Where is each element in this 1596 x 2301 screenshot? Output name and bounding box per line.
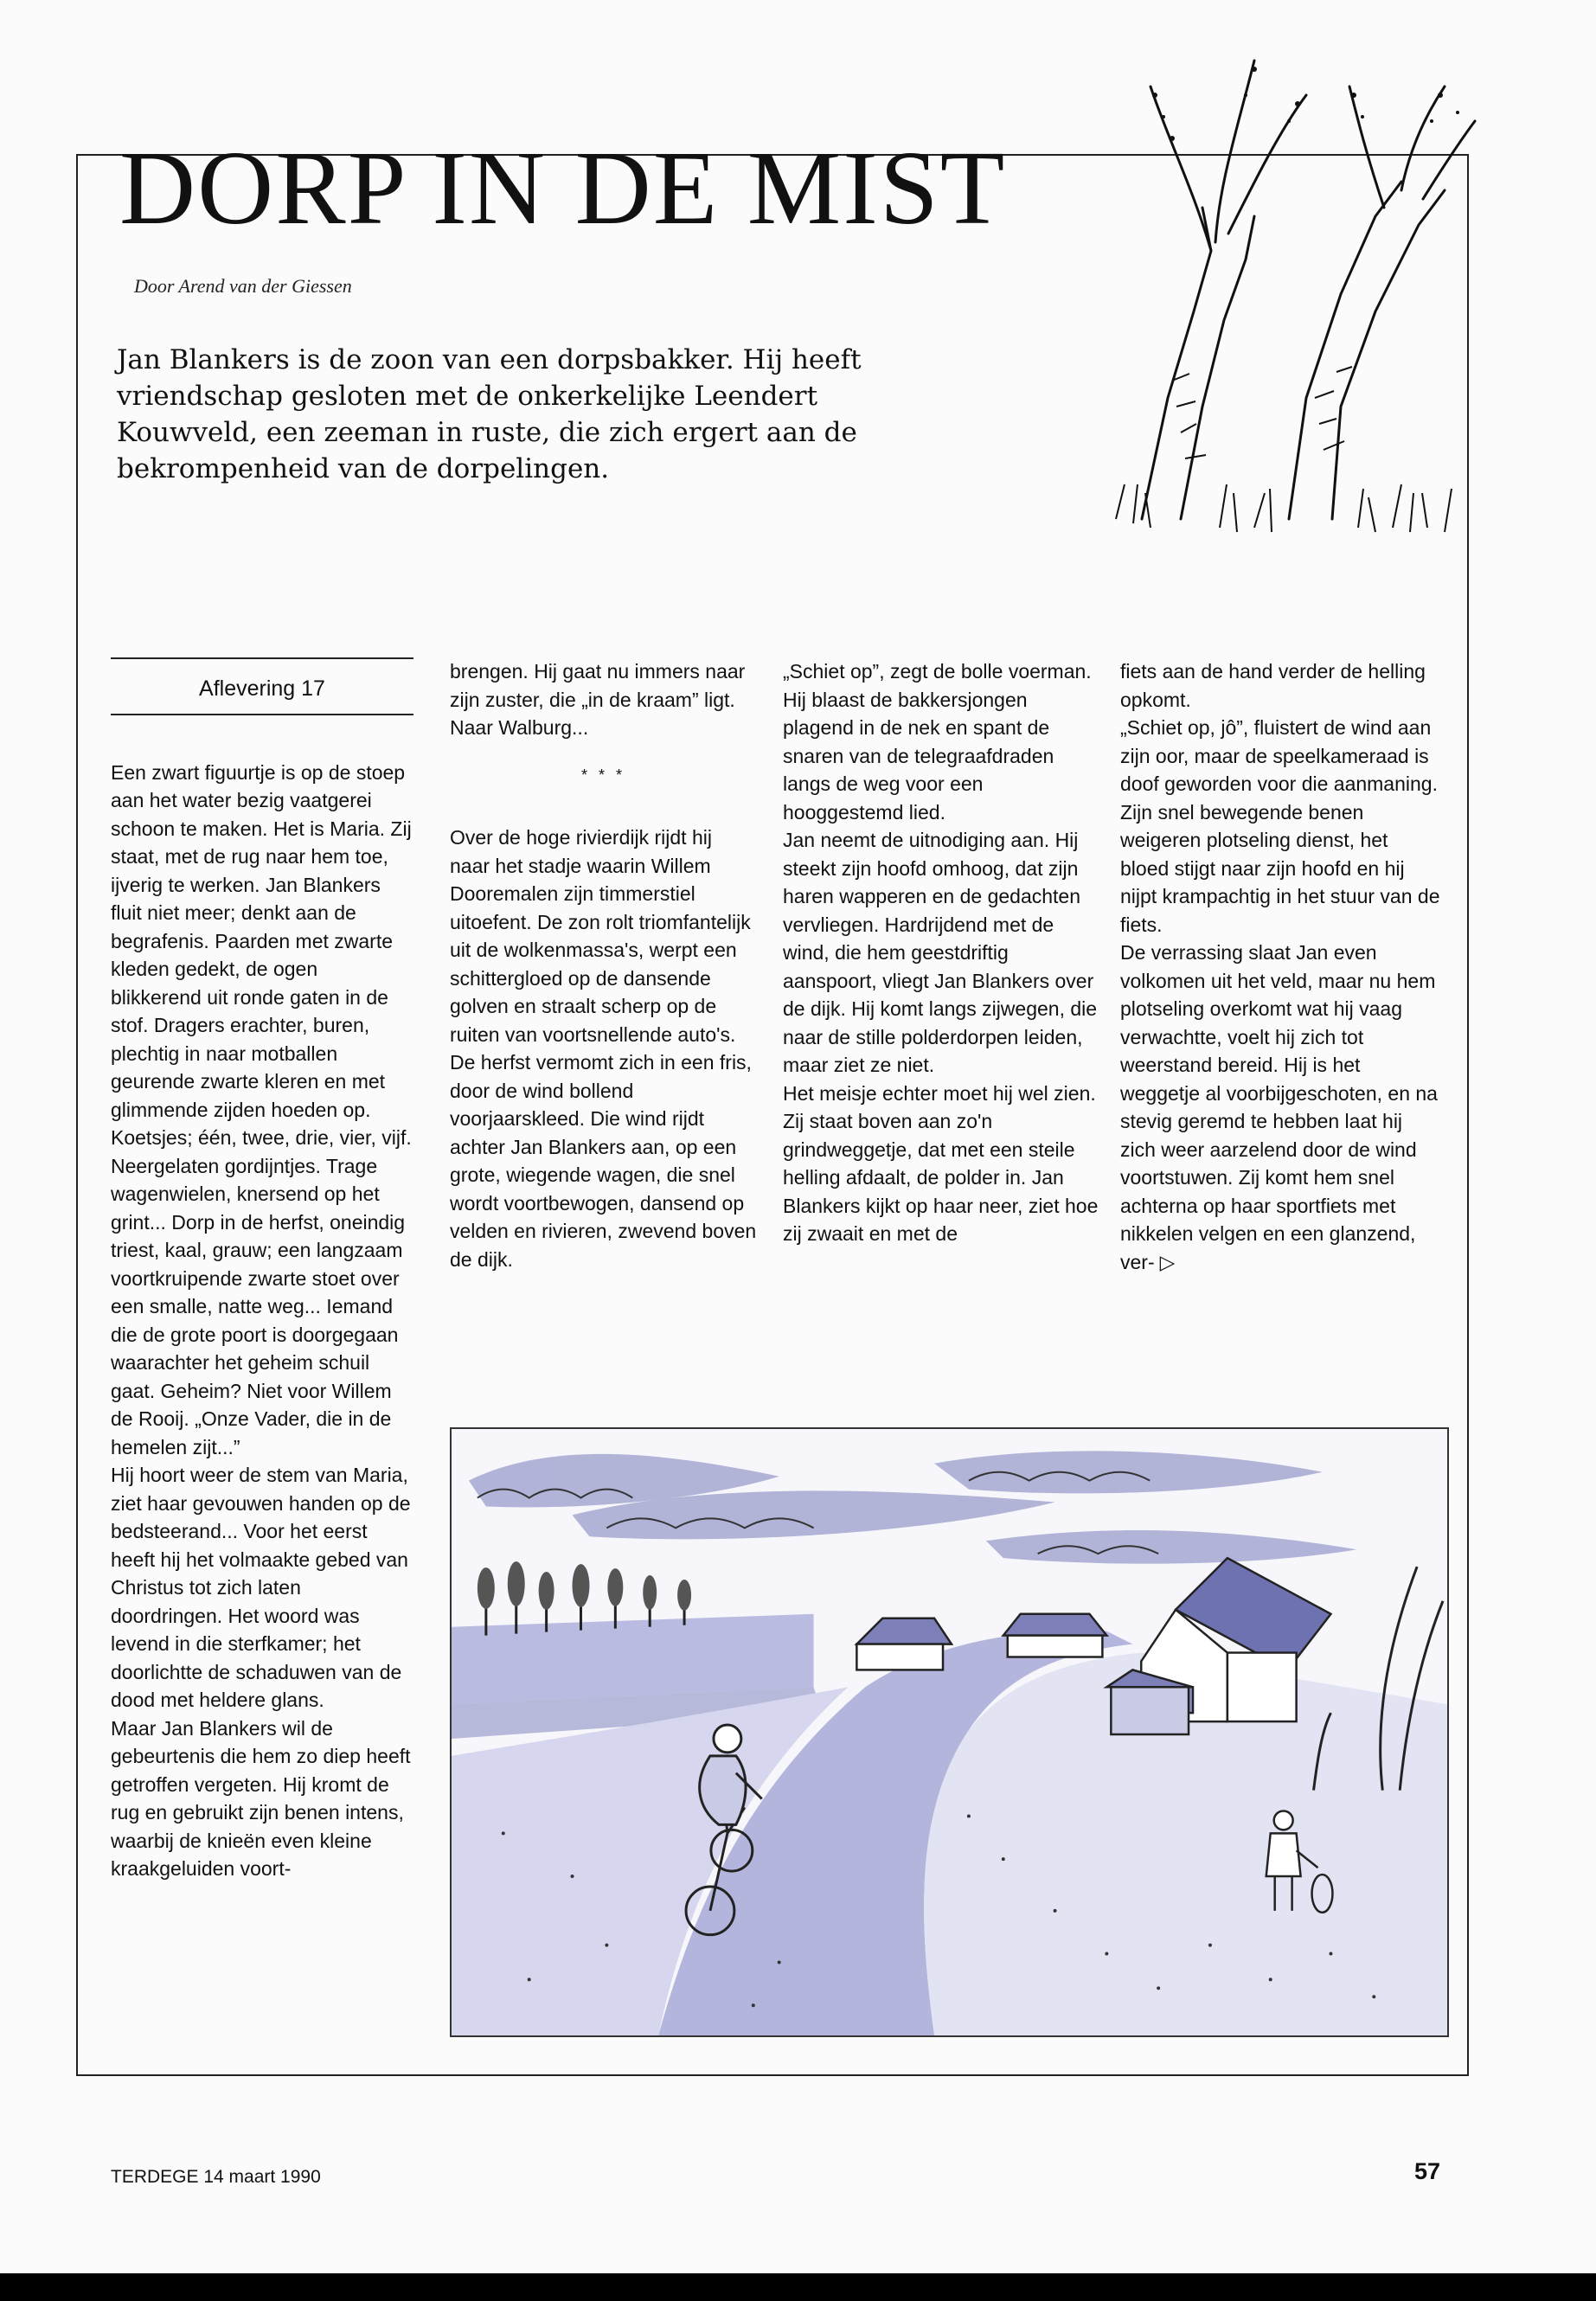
article-title: DORP IN DE MIST bbox=[119, 130, 1007, 247]
paragraph bbox=[1120, 939, 1440, 1276]
article-byline: Door Arend van der Giessen bbox=[134, 275, 352, 297]
article-intro: Jan Blankers is de zoon van een dorpsbakker. Hij heeft vriendschap gesloten met de onkerkelijke Leendert Kouwveld, een zeeman in ruste, die zich ergert aan de bekrompenheid van de dorpelingen. bbox=[117, 344, 862, 484]
paragraph: Jan neemt de uitnodiging aan. Hij steekt zijn hoofd omhoog, dat zijn haren wapperen en de gedachten vervliegen. Hardrijdend met de wind, die hem geestdriftig aanspoort, vliegt Jan Blankers over de dijk. Hij komt langs zijwegen, die naar de stille polderdorpen leiden, maar ziet ze niet. bbox=[783, 829, 1098, 1076]
publication-footer: TERDEGE 14 maart 1990 bbox=[111, 2167, 321, 2187]
text-column-2 bbox=[450, 657, 757, 1273]
paragraph: brengen. Hij gaat nu immers naar zijn zuster, die „in de kraam” ligt. Naar Walburg... bbox=[450, 660, 746, 739]
continue-arrow-icon: ▷ bbox=[1159, 1250, 1176, 1273]
willow-trees-illustration bbox=[995, 35, 1479, 554]
paragraph: Over de hoge rivierdijk rijdt hij naar het stadje waarin Willem Dooremalen zijn timmerstiel uitoefent. De zon rolt triomfantelijk uit de wolkenmassa's, werpt een schittergloed op de dansende golven en straalt scherp op de ruiten van voortsnellende auto's. De herfst vermomt zich in een fris, door de wind bollend voorjaarskleed. Die wind rijdt achter Jan Blankers aan, op een grote, wiegende wagen, die snel wordt voortbewogen, dansend op velden en rivieren, zwevend boven de dijk. bbox=[450, 826, 757, 1271]
paragraph: Koetsjes; één, twee, drie, vier, vijf. Neergelaten gordijntjes. Trage wagenwielen, knersend op het grint... Dorp in de herfst, oneindig triest, kaal, grauw; een langzaam voortkruipende zwarte stoet over een smalle, natte weg... Iemand die de grote poort is doorgegaan waarachter het geheim schuil gaat. Geheim? Niet voor Willem de Rooij. „Onze Vader, die in de hemelen zijt...” bbox=[111, 1126, 412, 1458]
section-break: * * * bbox=[580, 766, 626, 784]
paragraph: Hij hoort weer de stem van Maria, ziet haar gevouwen handen op de bedsteerand... Voor het eerst heeft hij het volmaakte gebed van Christus tot zich laten doordringen. Het woord was levend in die sterfkamer; het doorlichtte de schaduwen van de dood met heldere glans. bbox=[111, 1464, 411, 1711]
paragraph: Het meisje echter moet hij wel zien. Zij staat boven aan zo'n grindweggetje, dat met een steile helling afdaalt, de polder in. Jan Blankers kijkt op haar neer, ziet hoe zij zwaait en met de bbox=[783, 1081, 1099, 1245]
paragraph: „Schiet op, jô”, fluistert de wind aan zijn oor, maar de speelkameraad is doof geworden voor die aanmaning. Zijn snel bewegende benen weigeren plotseling dienst, het bloed stijgt naar zijn hoofd en hij nijpt krampachtig in het stuur van de fiets. bbox=[1120, 716, 1440, 936]
text-column-1 bbox=[111, 657, 413, 1883]
page-number: 57 bbox=[1414, 2158, 1441, 2184]
dike-road-illustration bbox=[450, 1427, 1449, 2037]
paragraph: fiets aan de hand verder de helling opkomt. bbox=[1120, 660, 1426, 711]
text-column-3 bbox=[783, 657, 1099, 1248]
paragraph: Maar Jan Blankers wil de gebeurtenis die hem zo diep heeft getroffen vergeten. Hij kromt de rug en gebruikt zijn benen intens, waarbij de knieën even kleine kraakgeluiden voort- bbox=[111, 1716, 411, 1880]
text-column-4 bbox=[1120, 657, 1440, 1276]
episode-label: Aflevering 17 bbox=[111, 657, 413, 715]
paragraph: „Schiet op”, zegt de bolle voerman. Hij blaast de bakkersjongen plagend in de nek en spant de snaren van de telegraafdraden langs de weg voor een hooggestemd lied. bbox=[783, 660, 1092, 824]
paragraph: Een zwart figuurtje is op de stoep aan het water bezig vaatgerei schoon te maken. Het is Maria. Zij staat, met de rug naar hem toe, ijverig te werken. Jan Blankers fluit niet meer; denkt aan de begrafenis. Paarden met zwarte kleden gedekt, de ogen blikkerend uit ronde gaten in de stof. Dragers erachter, buren, plechtig in naar motballen geurende zwarte kleren en met glimmende zijden hoeden op. bbox=[111, 760, 412, 1121]
paragraph-text: De verrassing slaat Jan even volkomen uit het veld, maar nu hem plotseling overkomt wat hij vaag verwachtte, voelt hij zich tot weerstand bereid. Hij is het weggetje al voorbijgeschoten, en na stevig geremd te hebben laat hij zich weer aarzelend door de wind voortstuwen. Zij komt hem snel achterna op haar sportfiets met nikkelen velgen en een glanzend, ver- bbox=[1120, 941, 1438, 1273]
scan-border bbox=[0, 2273, 1596, 2301]
